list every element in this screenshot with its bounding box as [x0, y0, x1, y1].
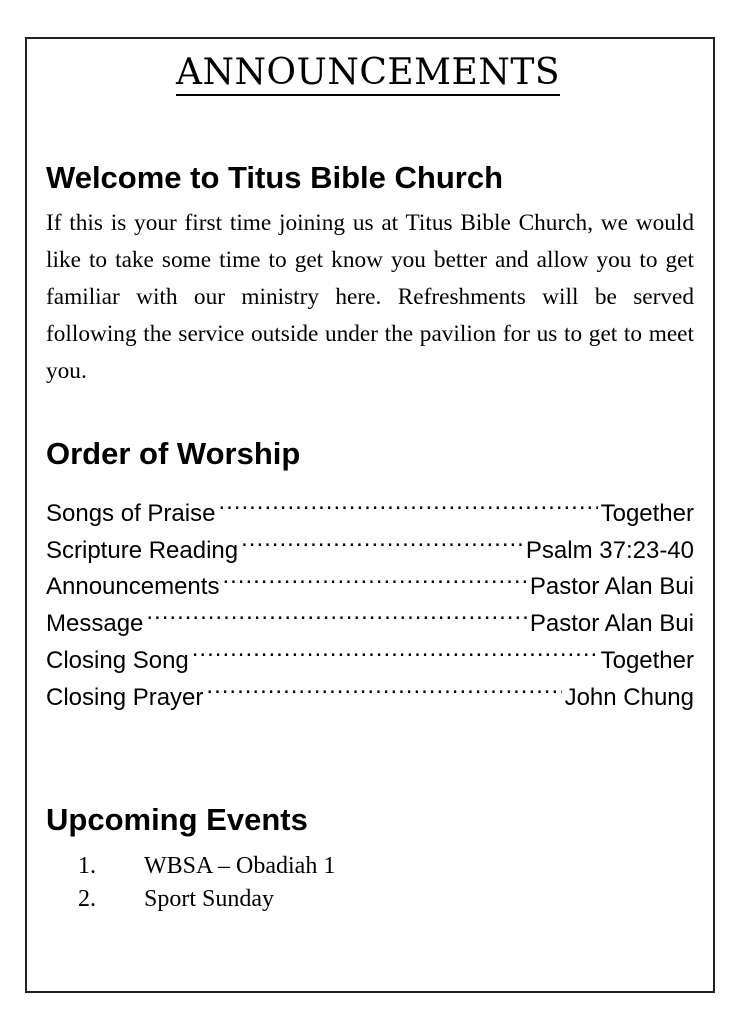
dot-leader	[206, 668, 561, 705]
worship-heading: Order of Worship	[46, 436, 301, 471]
worship-item-label: Scripture Reading	[46, 536, 239, 564]
worship-item-value: Pastor Alan Bui	[529, 573, 694, 601]
worship-item	[46, 484, 694, 527]
dot-leader	[218, 484, 597, 521]
worship-item-label: Announcements	[46, 573, 220, 601]
worship-item-label: Closing Song	[46, 646, 189, 674]
worship-item-value: Pastor Alan Bui	[529, 610, 694, 638]
dot-leader	[192, 631, 598, 668]
worship-item-label: Closing Prayer	[46, 683, 204, 711]
event-number: 2.	[78, 886, 96, 912]
worship-item-value: John Chung	[564, 683, 694, 711]
welcome-paragraph: If this is your first time joining us at Titus Bible Church, we would like to take some time to get know you better and allow you to get familiar with our ministry here. Refreshments will be served following the service outside under the pavilion for us to get to meet you.	[46, 210, 694, 384]
event-text: WBSA – Obadiah 1	[144, 853, 336, 879]
worship-item-value: Together	[600, 499, 694, 527]
order-of-worship-list	[46, 484, 694, 711]
page-title	[0, 50, 736, 96]
worship-item-label: Message	[46, 610, 144, 638]
event-item	[46, 850, 335, 883]
page-title-text: ANNOUNCEMENTS	[176, 52, 560, 96]
event-text: Sport Sunday	[144, 886, 275, 912]
dot-leader	[222, 558, 526, 595]
events-heading: Upcoming Events	[46, 802, 308, 837]
event-item	[46, 883, 335, 916]
welcome-heading: Welcome to Titus Bible Church	[46, 160, 504, 195]
dot-leader	[146, 594, 527, 631]
dot-leader	[241, 521, 523, 558]
worship-item-label: Songs of Praise	[46, 499, 216, 527]
worship-item-value: Psalm 37:23-40	[525, 536, 694, 564]
worship-item-value: Together	[600, 646, 694, 674]
upcoming-events-list	[46, 850, 335, 916]
event-number: 1.	[78, 853, 96, 879]
